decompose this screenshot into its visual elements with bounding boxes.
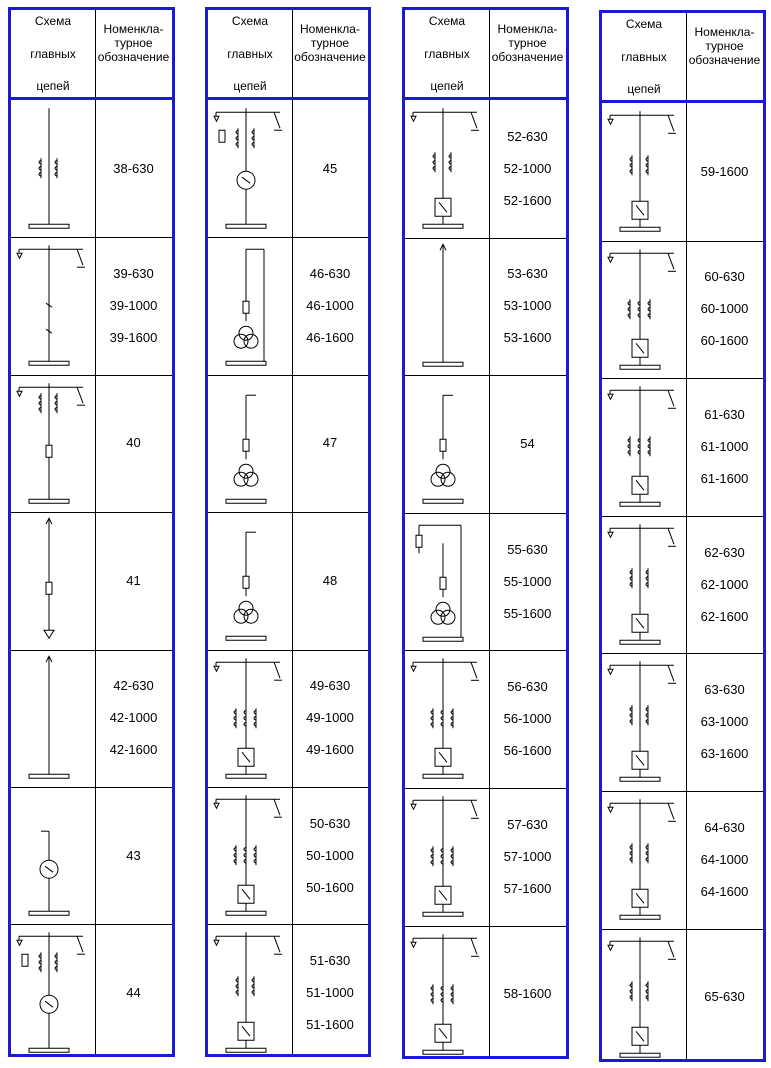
header-designation-word: обозначение — [491, 49, 564, 64]
designation-code: 50-1600 — [306, 879, 354, 895]
designation-code: 53-630 — [507, 266, 548, 282]
designation-code: 42-1000 — [109, 710, 158, 726]
circuit-diagram-bus-plain — [405, 238, 489, 376]
designation-code: 51-630 — [309, 953, 351, 969]
header-schema-word: Схема — [428, 14, 466, 28]
designation-code: 62-1600 — [700, 608, 749, 624]
header-designation-word: турное — [508, 35, 547, 50]
circuit-diagram-vt-two-winding — [208, 375, 292, 512]
circuit-diagram-meter-tap-ground — [208, 100, 292, 237]
designation-code: 56-1000 — [503, 711, 552, 727]
header-schema-column — [602, 17, 686, 96]
designation-code: 57-630 — [507, 816, 548, 832]
designation-cell — [292, 375, 368, 512]
circuit-diagram-bus-with-ct — [11, 100, 95, 237]
designation-code: 60-1000 — [700, 301, 749, 317]
header-schema-column — [405, 14, 489, 93]
header-schema-word: главных — [424, 46, 470, 61]
circuit-diagram-bus-tap-ground — [11, 237, 95, 374]
header-schema-column — [11, 14, 95, 93]
designation-code: 55-1600 — [503, 605, 552, 621]
designation-code: 52-630 — [507, 128, 548, 144]
designation-cell — [95, 924, 172, 1061]
designation-code: 59-1600 — [700, 163, 749, 179]
designation-code: 46-630 — [309, 266, 351, 282]
designation-code: 39-1600 — [109, 330, 158, 346]
header-schema-word: главных — [621, 49, 667, 64]
circuit-diagram-vt-two-winding — [405, 375, 489, 513]
designation-code: 65-630 — [704, 989, 745, 1005]
circuit-diagram-breaker-ct-ground — [602, 653, 686, 791]
designation-cell — [95, 787, 172, 924]
designation-code: 40 — [126, 435, 141, 451]
header-designation-column — [292, 14, 368, 71]
designation-code: 46-1000 — [306, 298, 354, 314]
designation-code: 58-1600 — [503, 986, 552, 1002]
circuit-diagram-breaker-cts-ground — [602, 378, 686, 516]
header-schema-word: главных — [227, 46, 273, 61]
designation-cell — [95, 650, 172, 787]
designation-code: 61-1000 — [700, 438, 749, 454]
designation-code: 62-1000 — [700, 576, 749, 592]
header-designation-word: обозначение — [688, 52, 761, 67]
designation-code: 46-1600 — [306, 330, 354, 346]
circuit-diagram-breaker-ct-ground — [602, 929, 686, 1067]
catalog-panel-1 — [8, 7, 175, 1057]
designation-code: 51-1600 — [306, 1017, 354, 1033]
circuit-diagram-breaker-ct-ground — [208, 924, 292, 1061]
designation-cell — [489, 926, 566, 1064]
designation-cell — [686, 929, 763, 1067]
designation-code: 57-1600 — [503, 880, 552, 896]
header-designation-word: Номенкла- — [103, 21, 164, 36]
circuit-diagram-breaker-cts-ground — [208, 650, 292, 787]
designation-cell — [686, 103, 763, 241]
designation-code: 56-630 — [507, 679, 548, 695]
designation-cell — [292, 924, 368, 1061]
designation-cell — [489, 238, 566, 376]
header-designation-word: обозначение — [97, 49, 170, 64]
circuit-diagram-vt-tap-fuse — [405, 513, 489, 651]
circuit-diagram-breaker-cts-ground — [208, 787, 292, 924]
designation-code: 54 — [520, 435, 535, 451]
designation-code: 45 — [322, 160, 338, 176]
header-schema-word: Схема — [625, 17, 663, 31]
designation-cell — [489, 100, 566, 238]
designation-code: 49-630 — [309, 678, 351, 694]
designation-code: 63-630 — [704, 682, 745, 698]
header-designation-word: турное — [705, 38, 744, 53]
designation-code: 39-630 — [113, 266, 154, 282]
designation-code: 47 — [322, 435, 338, 451]
designation-code: 39-1000 — [109, 298, 158, 314]
catalog-panel-3 — [402, 7, 569, 1059]
designation-cell — [489, 788, 566, 926]
designation-code: 38-630 — [113, 160, 154, 176]
designation-code: 41 — [126, 572, 141, 588]
designation-cell — [686, 378, 763, 516]
header-schema-word: цепей — [36, 79, 70, 93]
designation-code: 51-1000 — [306, 985, 354, 1001]
designation-cell — [95, 512, 172, 649]
header-designation-column — [489, 14, 566, 71]
header-schema-word: Схема — [231, 14, 269, 28]
designation-code: 63-1600 — [700, 746, 749, 762]
circuit-diagram-breaker-cts-ground — [602, 241, 686, 379]
designation-code: 52-1000 — [503, 160, 552, 176]
designation-code: 56-1600 — [503, 743, 552, 759]
designation-cell — [489, 375, 566, 513]
designation-code: 53-1000 — [503, 298, 552, 314]
header-designation-word: турное — [114, 35, 153, 50]
designation-code: 63-1000 — [700, 714, 749, 730]
circuit-diagram-breaker-cts-ground — [405, 650, 489, 788]
designation-code: 60-630 — [704, 269, 745, 285]
designation-code: 48 — [322, 572, 338, 588]
header-designation-word: Номенкла- — [300, 21, 360, 36]
designation-code: 61-630 — [704, 406, 745, 422]
header-designation-column — [95, 14, 172, 71]
designation-code: 62-630 — [704, 544, 745, 560]
designation-cell — [292, 100, 368, 237]
header-designation-column — [686, 17, 763, 74]
header-schema-word: Схема — [34, 14, 72, 28]
designation-cell — [95, 100, 172, 237]
designation-cell — [95, 375, 172, 512]
designation-code: 42-1600 — [109, 742, 158, 758]
designation-code: 42-630 — [113, 678, 154, 694]
header-designation-word: обозначение — [294, 49, 366, 64]
circuit-diagram-breaker-ct-ground — [602, 516, 686, 654]
designation-cell — [686, 653, 763, 791]
circuit-diagram-cable-fuse-cable — [11, 512, 95, 649]
designation-cell — [686, 516, 763, 654]
designation-code: 60-1600 — [700, 333, 749, 349]
designation-code: 50-630 — [309, 815, 351, 831]
designation-cell — [292, 512, 368, 649]
designation-code: 55-1000 — [503, 573, 552, 589]
designation-cell — [292, 650, 368, 787]
catalog-panel-4 — [599, 10, 766, 1062]
designation-code: 61-1600 — [700, 470, 749, 486]
designation-cell — [489, 513, 566, 651]
header-schema-word: главных — [30, 46, 76, 61]
designation-cell — [292, 787, 368, 924]
designation-code: 43 — [126, 847, 141, 863]
circuit-diagram-meter-tap-ground — [11, 924, 95, 1061]
circuit-diagram-voltage-meter — [11, 787, 95, 924]
header-schema-word: цепей — [233, 79, 267, 93]
circuit-diagram-breaker-cts-ground — [405, 926, 489, 1064]
designation-code: 49-1600 — [306, 742, 354, 758]
header-designation-word: турное — [310, 35, 350, 50]
circuit-diagram-bus-tap-fuse — [11, 375, 95, 512]
designation-code: 52-1600 — [503, 192, 552, 208]
catalog-panel-2 — [205, 7, 371, 1057]
header-designation-word: Номенкла- — [497, 21, 558, 36]
header-schema-word: цепей — [430, 79, 464, 93]
circuit-diagram-vt-two-winding — [208, 512, 292, 649]
circuit-diagram-bus-plain — [11, 650, 95, 787]
circuit-diagram-breaker-cts-ground — [405, 788, 489, 926]
designation-code: 53-1600 — [503, 330, 552, 346]
designation-code: 55-630 — [507, 541, 548, 557]
designation-cell — [292, 237, 368, 374]
circuit-diagram-breaker-ct-ground — [602, 103, 686, 241]
designation-cell — [489, 650, 566, 788]
designation-code: 49-1000 — [306, 710, 354, 726]
circuit-diagram-vt-three-phase — [208, 237, 292, 374]
designation-code: 50-1000 — [306, 847, 354, 863]
designation-code: 64-1600 — [700, 883, 749, 899]
designation-cell — [95, 237, 172, 374]
circuit-diagram-breaker-ct-ground — [602, 791, 686, 929]
designation-code: 64-1000 — [700, 851, 749, 867]
designation-cell — [686, 241, 763, 379]
circuit-diagram-breaker-ct-ground — [405, 100, 489, 238]
designation-code: 64-630 — [704, 819, 745, 835]
designation-code: 57-1000 — [503, 848, 552, 864]
header-schema-word: цепей — [627, 82, 661, 96]
header-designation-word: Номенкла- — [694, 24, 755, 39]
designation-cell — [686, 791, 763, 929]
header-schema-column — [208, 14, 292, 93]
designation-code: 44 — [126, 985, 141, 1001]
